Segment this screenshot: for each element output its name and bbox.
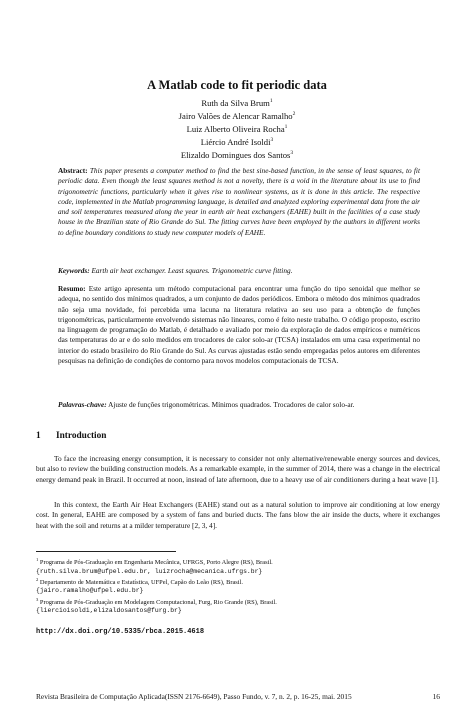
paragraph: In this context, the Earth Air Heat Exchangers (EAHE) stand out as a natural solution to improve air conditioning at low energy cost. In general, EAHE are composed by a system of fans and buried ducts. The fans blow the air inside the ducts, where it exchanges heat with the soil and returns at a milder temperature [2, 3, 4].: [36, 500, 440, 530]
footnote: $^1$ Programa de Pós-Graduação em Engenharia Mecânica, UFRGS, Porto Alegre (RS), Brasil. {ruth.silva.brum@ufpel.edu.br, luizrocha@mecanica.ufrgs.br}: [36, 557, 273, 575]
footnote: $^2$ Departamento de Matemática e Estatística, UFPel, Capão do Leão (RS), Brasil. {jairo.ramalho@ufpel.edu.br}: [36, 576, 243, 595]
paragraph: To face the increasing energy consumption, it is necessary to consider not only alternative/renewable energy sources and devices, but also to review the building construction models. As a remarkable example, in the summer of 2014, there was a change in the electrical energy demand peak in Brazil. It occurred at noon, instead of late afternoon, due to a heavy use of air conditioners during a heat wave [1].: [36, 454, 440, 484]
paper-title: A Matlab code to fit periodic data: [147, 78, 327, 92]
doi-link[interactable]: http://dx.doi.org/10.5335/rbca.2015.4618: [36, 628, 205, 636]
resumo: [58, 284, 420, 366]
author: Ruth da Silva Brum$^1$: [201, 97, 273, 108]
footnote-emails: {jairo.ramalho@ufpel.edu.br}: [36, 587, 144, 595]
author: Elizaldo Domingues dos Santos$^3$: [180, 150, 294, 161]
page-footer: [36, 692, 440, 701]
footnote: $^3$ Programa de Pós-Graduação em Modelagem Computacional, Furg, Rio Grande (RS), Brasil. {liercioisoldi,elizaldosantos@furg.br}: [36, 596, 277, 615]
author: Liércio André Isoldi$^3$: [200, 137, 274, 148]
palavras-label: Palavras-chave:: [58, 400, 107, 409]
keywords-text: Earth air heat exchanger. Least squares. Trigonometric curve fitting.: [91, 266, 293, 275]
author-list: [0, 96, 474, 161]
abstract-text: This paper presents a computer method to find the best sine-based function, in the sense of least squares, to fit periodic data. Even though the least squares method is not a novelty, there is a void in the literature about its use to find trigonometric functions, particularly when it gives rise to nonlinear systems, as it is done in this article. The respective code, implemented in the Matlab programming language, is detailed and analyzed exploring experimental data from the air and soil temperatures measured along the year in earth air heat exchangers (EAHE) built in the facilities of a case study house in the Brazilian state of Rio Grande do Sul. The fitting curves have been employed by the authors in different works to define boundary conditions to study new computer models of EAHE.: [58, 166, 420, 237]
keywords-label: Keywords:: [58, 266, 90, 275]
footnote-rule: [36, 551, 176, 552]
section-heading: [36, 431, 106, 441]
resumo-text: Este artigo apresenta um método computacional para encontrar uma função do tipo senoidal que melhor se adequa, no sentido dos mínimos quadrados, a um conjunto de dados periódicos. Embora o método dos mínimos quadrados não seja uma novidade, foi percebida uma lacuna na literatura relativa ao seu uso para a obtenção de funções trigonométricas, particularmente envolvendo sistemas não lineares, como é feito neste trabalho. O código proposto, escrito na linguagem de programação do Matlab, é detalhado e avaliado por meio da exploração de dados empíricos e numéricos das temperaturas do ar e do solo medidos em trocadores de calor solo-ar (TCSA) instalados em uma casa experimental no interior do estado brasileiro do Rio Grande do Sul. As curvas ajustadas estão sendo empregadas pelos autores em diferentes pesquisas na definição de condições de contorno para novos modelos computacionais de TCSA.: [58, 284, 420, 366]
page-number: 16: [432, 692, 440, 701]
abstract-label: Abstract:: [58, 166, 88, 175]
journal-citation: Revista Brasileira de Computação Aplicada(ISSN 2176-6649), Passo Fundo, v. 7, n. 2, p. 16-25, mai. 2015: [36, 692, 352, 701]
footnotes: [36, 556, 456, 616]
author: Jairo Valões de Alencar Ramalho$^2$: [178, 110, 296, 121]
palavras-chave: [58, 400, 420, 410]
resumo-label: Resumo:: [58, 284, 86, 293]
footnote-emails: {ruth.silva.brum@ufpel.edu.br, luizrocha@mecanica.ufrgs.br}: [36, 567, 263, 575]
section-number: 1: [36, 431, 41, 441]
section-title: Introduction: [56, 431, 107, 441]
footnote-emails: {liercioisoldi,elizaldosantos@furg.br}: [36, 607, 182, 615]
palavras-text: Ajuste de funções trigonométricas. Mínimos quadrados. Trocadores de calor solo-ar.: [108, 400, 355, 409]
keywords: [58, 266, 420, 276]
abstract: [58, 166, 420, 238]
author: Luiz Alberto Oliveira Rocha$^1$: [186, 123, 288, 134]
